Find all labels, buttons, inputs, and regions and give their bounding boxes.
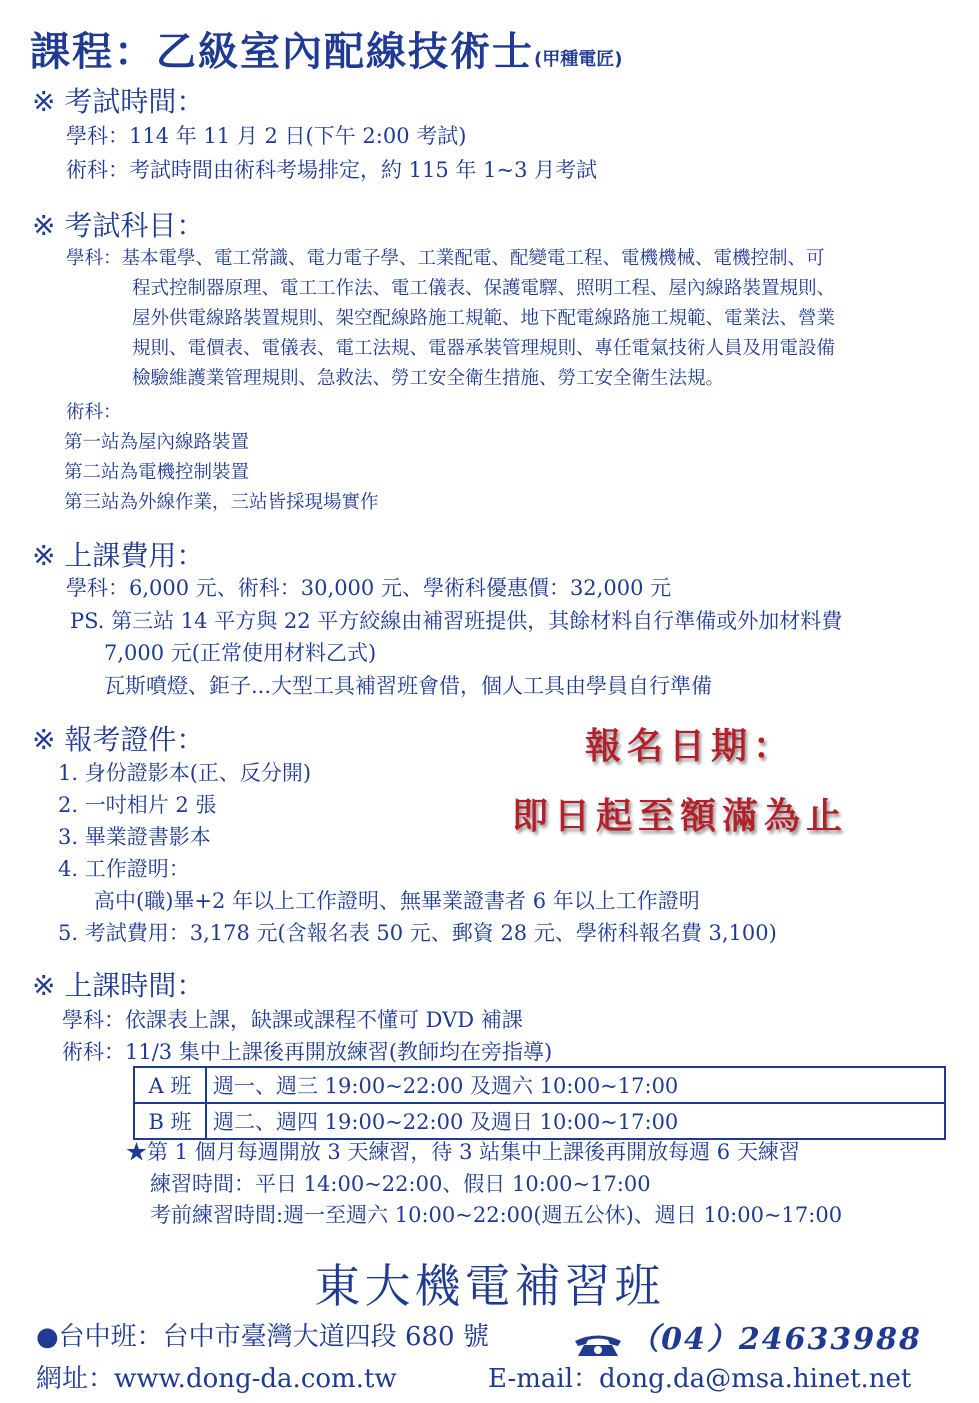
registration-value: 即日起至額滿為止 xyxy=(512,795,849,837)
document-item-1: 1. 身份證影本(正、反分開) xyxy=(58,761,312,785)
website: 網址：www.dong-da.com.tw xyxy=(36,1364,397,1394)
practical-label: 術科： xyxy=(66,402,122,423)
fees-line-3: 7,000 元(正常使用材料乙式) xyxy=(104,641,377,665)
practice-note-2: 練習時間：平日 14:00~22:00、假日 10:00~17:00 xyxy=(150,1172,651,1196)
fees-line-2: PS. 第三站 14 平方與 22 平方絞線由補習班提供，其餘材料自行準備或外加材料費 xyxy=(70,609,843,633)
subjects-line-5: 檢驗維護業管理規則、急救法、勞工安全衛生措施、勞工安全衛生法規。 xyxy=(132,368,725,389)
telephone-icon xyxy=(572,1332,624,1358)
table-row xyxy=(134,1067,945,1103)
schedule-class: A 班 xyxy=(134,1067,206,1103)
documents-heading: ※ 報考證件： xyxy=(32,723,205,756)
address: ●台中班：台中市臺灣大道四段 680 號 xyxy=(36,1322,489,1352)
class-time-written: 學科：依課表上課，缺課或課程不懂可 DVD 補課 xyxy=(62,1008,523,1032)
exam-time-practical: 術科：考試時間由術科考場排定，約 115 年 1~3 月考試 xyxy=(66,158,598,182)
class-time-practical: 術科：11/3 集中上課後再開放練習(教師均在旁指導) xyxy=(62,1040,553,1064)
practice-note-1: ★第 1 個月每週開放 3 天練習，待 3 站集中上課後再開放每週 6 天練習 xyxy=(126,1140,800,1164)
exam-time-heading: ※ 考試時間： xyxy=(32,85,205,118)
exam-time-written: 學科：114 年 11 月 2 日(下午 2:00 考試) xyxy=(66,124,467,148)
subjects-line-2: 程式控制器原理、電工工作法、電工儀表、保護電驛、照明工程、屋內線路裝置規則、 xyxy=(132,278,836,299)
subjects-line-1: 學科：基本電學、電工常識、電力電子學、工業配電、配變電工程、電機機械、電機控制、可 xyxy=(66,248,825,269)
class-time-heading: ※ 上課時間： xyxy=(32,969,205,1002)
document-item-2: 2. 一吋相片 2 張 xyxy=(58,793,217,817)
document-item-4: 4. 工作證明： xyxy=(58,857,190,881)
practical-station-1: 第一站為屋內線路裝置 xyxy=(64,432,250,453)
schedule-class: B 班 xyxy=(134,1103,206,1139)
fees-heading: ※ 上課費用： xyxy=(32,539,205,572)
schedule-table xyxy=(133,1066,946,1140)
schedule-time: 週二、週四 19:00~22:00 及週日 10:00~17:00 xyxy=(206,1103,945,1139)
fees-line-4: 瓦斯噴燈、鉅子...大型工具補習班會借，個人工具由學員自行準備 xyxy=(104,674,713,698)
document-item-3: 3. 畢業證書影本 xyxy=(58,825,211,849)
practical-station-3: 第三站為外線作業，三站皆採現場實作 xyxy=(64,492,379,513)
registration-label: 報名日期： xyxy=(585,725,796,767)
title-main: 課程：乙級室內配線技術士 xyxy=(30,29,534,75)
table-row xyxy=(134,1103,945,1139)
email: E-mail：dong.da@msa.hinet.net xyxy=(488,1364,912,1394)
subjects-line-4: 規則、電價表、電儀表、電工法規、電器承裝管理規則、專任電氣技術人員及用電設備 xyxy=(132,338,836,359)
document-item-4-detail: 高中(職)畢+2 年以上工作證明、無畢業證書者 6 年以上工作證明 xyxy=(94,889,700,913)
subjects-line-3: 屋外供電線路裝置規則、架空配線路施工規範、地下配電線路施工規範、電業法、營業 xyxy=(132,308,836,329)
page-title xyxy=(30,20,622,77)
fees-line-1: 學科：6,000 元、術科：30,000 元、學術科優惠價：32,000 元 xyxy=(66,576,672,600)
document-item-5: 5. 考試費用：3,178 元(含報名表 50 元、郵資 28 元、學術科報名費 3,100) xyxy=(58,921,777,945)
practice-note-3: 考前練習時間:週一至週六 10:00~22:00(週五公休)、週日 10:00~17:00 xyxy=(150,1203,843,1227)
phone xyxy=(572,1314,922,1358)
title-sub: (甲種電匠) xyxy=(534,49,623,70)
schedule-time: 週一、週三 19:00~22:00 及週六 10:00~17:00 xyxy=(206,1067,945,1103)
exam-subjects-heading: ※ 考試科目： xyxy=(32,209,205,242)
brand-name: 東大機電補習班 xyxy=(314,1259,665,1313)
phone-number: （04）24633988 xyxy=(629,1322,922,1357)
practical-station-2: 第二站為電機控制裝置 xyxy=(64,462,250,483)
